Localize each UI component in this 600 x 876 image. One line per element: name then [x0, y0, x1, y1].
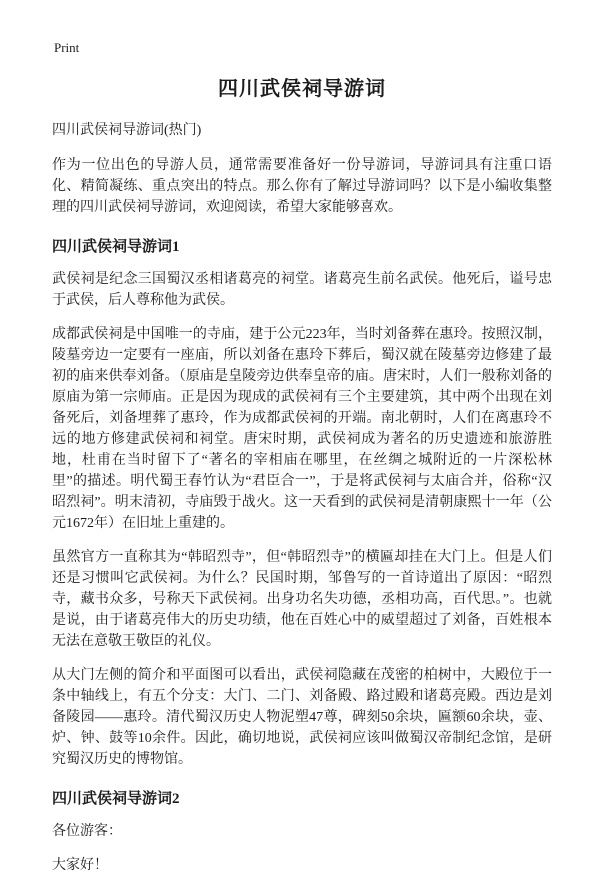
- section-1-paragraph-4: 从大门左侧的简介和平面图可以看出，武侯祠隐藏在茂密的柏树中，大殿位于一条中轴线上，有五个分支：大门、二门、刘备殿、路过殿和诸葛亮殿。西边是刘备陵园——惠玲。清代蜀汉历史人物泥塑47尊，碑刻50余块，匾额60余块，壶、炉、钟、鼓等10余件。因此，确切地说，武侯祠应该叫做蜀汉帝制纪念馆，是研究蜀汉历史的博物馆。: [52, 668, 552, 767]
- intro-paragraph: 作为一位出色的导游人员，通常需要准备好一份导游词，导游词具有注重口语化、精简凝练、重点突出的特点。那么你有了解过导游词吗？以下是小编收集整理的四川武侯祠导游词，欢迎阅读，希望大家能够喜欢。: [52, 158, 552, 215]
- section-2-heading: 四川武侯祠导游词2: [52, 791, 180, 807]
- section-1-paragraph-2: 成都武侯祠是中国唯一的寺庙，建于公元223年，当时刘备葬在惠玲。按照汉制，陵墓旁边一定要有一座庙，所以刘备在惠玲下葬后，蜀汉就在陵墓旁边修建了最初的庙来供奉刘备。（原庙是皇陵旁边供奉皇帝的庙。唐宋时，人们一般称刘备的原庙为第一宗师庙。正是因为现成的武侯祠有三个主要建筑，其中两个出现在刘备死后，刘备埋葬了惠玲，作为成都武侯祠的开端。南北朝时，人们在离惠玲不远的地方修建武侯祠和祠堂。唐宋时期，武侯祠成为著名的历史遗迹和旅游胜地，杜甫在当时留下了“著名的宰相庙在哪里，在丝绸之城附近的一片深松林里”的描述。明代蜀王春竹认为“君臣合一”，于是将武侯祠与太庙合并，俗称“汉昭烈祠”。明末清初，寺庙毁于战火。这一天看到的武侯祠是清朝康熙十一年（公元1672年）在旧址上重建的。: [52, 327, 552, 531]
- section-1-heading: 四川武侯祠导游词1: [52, 239, 180, 255]
- section-1-paragraph-3: 虽然官方一直称其为“韩昭烈寺”，但“韩昭烈寺”的横匾却挂在大门上。但是人们还是习惯叫它武侯祠。为什么？民国时期，邹鲁写的一首诗道出了原因：“昭烈寺，藏书众多，号称天下武侯祠。出身功名失功德，丞相功高，百代思。”。也就是说，由于诸葛亮伟大的历史功绩，他在百姓心中的威望超过了刘备，百姓根本无法在意敬王敬臣的礼仪。: [52, 550, 552, 649]
- section-1-paragraph-1: 武侯祠是纪念三国蜀汉丞相诸葛亮的祠堂。诸葛亮生前名武侯。他死后，谥号忠于武侯，后人尊称他为武侯。: [52, 272, 552, 308]
- section-2-greeting: 各位游客：: [52, 824, 122, 839]
- print-link[interactable]: Print: [54, 40, 80, 55]
- section-2-hello: 大家好！: [52, 858, 108, 873]
- page-title: 四川武侯祠导游词: [218, 78, 386, 100]
- doc-subtitle: 四川武侯祠导游词(热门): [52, 123, 202, 138]
